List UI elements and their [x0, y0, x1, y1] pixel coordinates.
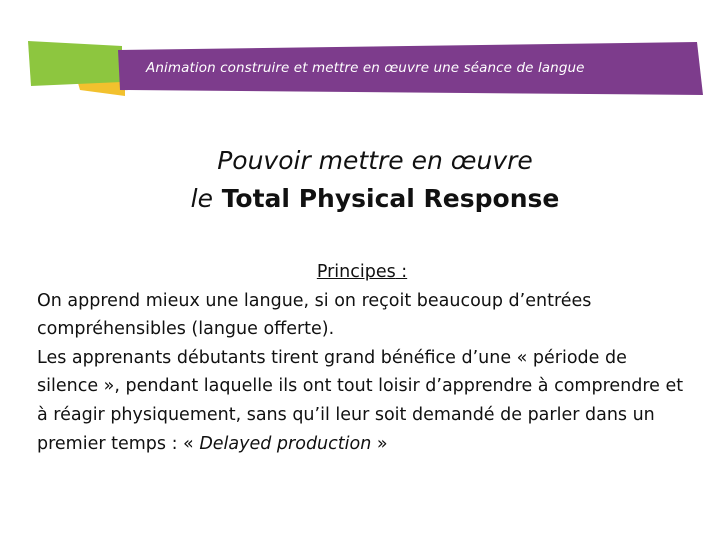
paragraph-2-end: » [371, 433, 388, 454]
paragraph-2 [37, 344, 687, 458]
banner-shapes [0, 0, 720, 110]
paragraph-2-text: Les apprenants débutants tirent grand bénéfice d’une « période de silence », pendant laquelle ils ont tout loisir d’apprendre à comprendre et à réagir physiquement, sans qu’il leur soit demandé de parler dans un premier temps : « [37, 347, 684, 454]
title-line-2-bold: Total Physical Response [221, 184, 560, 213]
title-line-1: Pouvoir mettre en œuvre [217, 146, 533, 175]
principles-heading-colon: : [395, 262, 408, 282]
slide-body [37, 258, 687, 458]
paragraph-2-italic: Delayed production [199, 433, 372, 454]
banner-green-block [28, 41, 122, 86]
paragraph-1: On apprend mieux une langue, si on reçoit beaucoup d’entrées compréhensibles (langue offerte). [37, 290, 592, 340]
title-line-2-italic: le [190, 184, 213, 213]
banner-title: Animation construire et mettre en œuvre une séance de langue [146, 60, 585, 76]
title-line-2 [130, 180, 620, 218]
principles-heading-text: Principes [316, 262, 396, 282]
header-banner [0, 0, 720, 110]
slide-title [130, 142, 620, 218]
principles-heading [37, 258, 687, 287]
